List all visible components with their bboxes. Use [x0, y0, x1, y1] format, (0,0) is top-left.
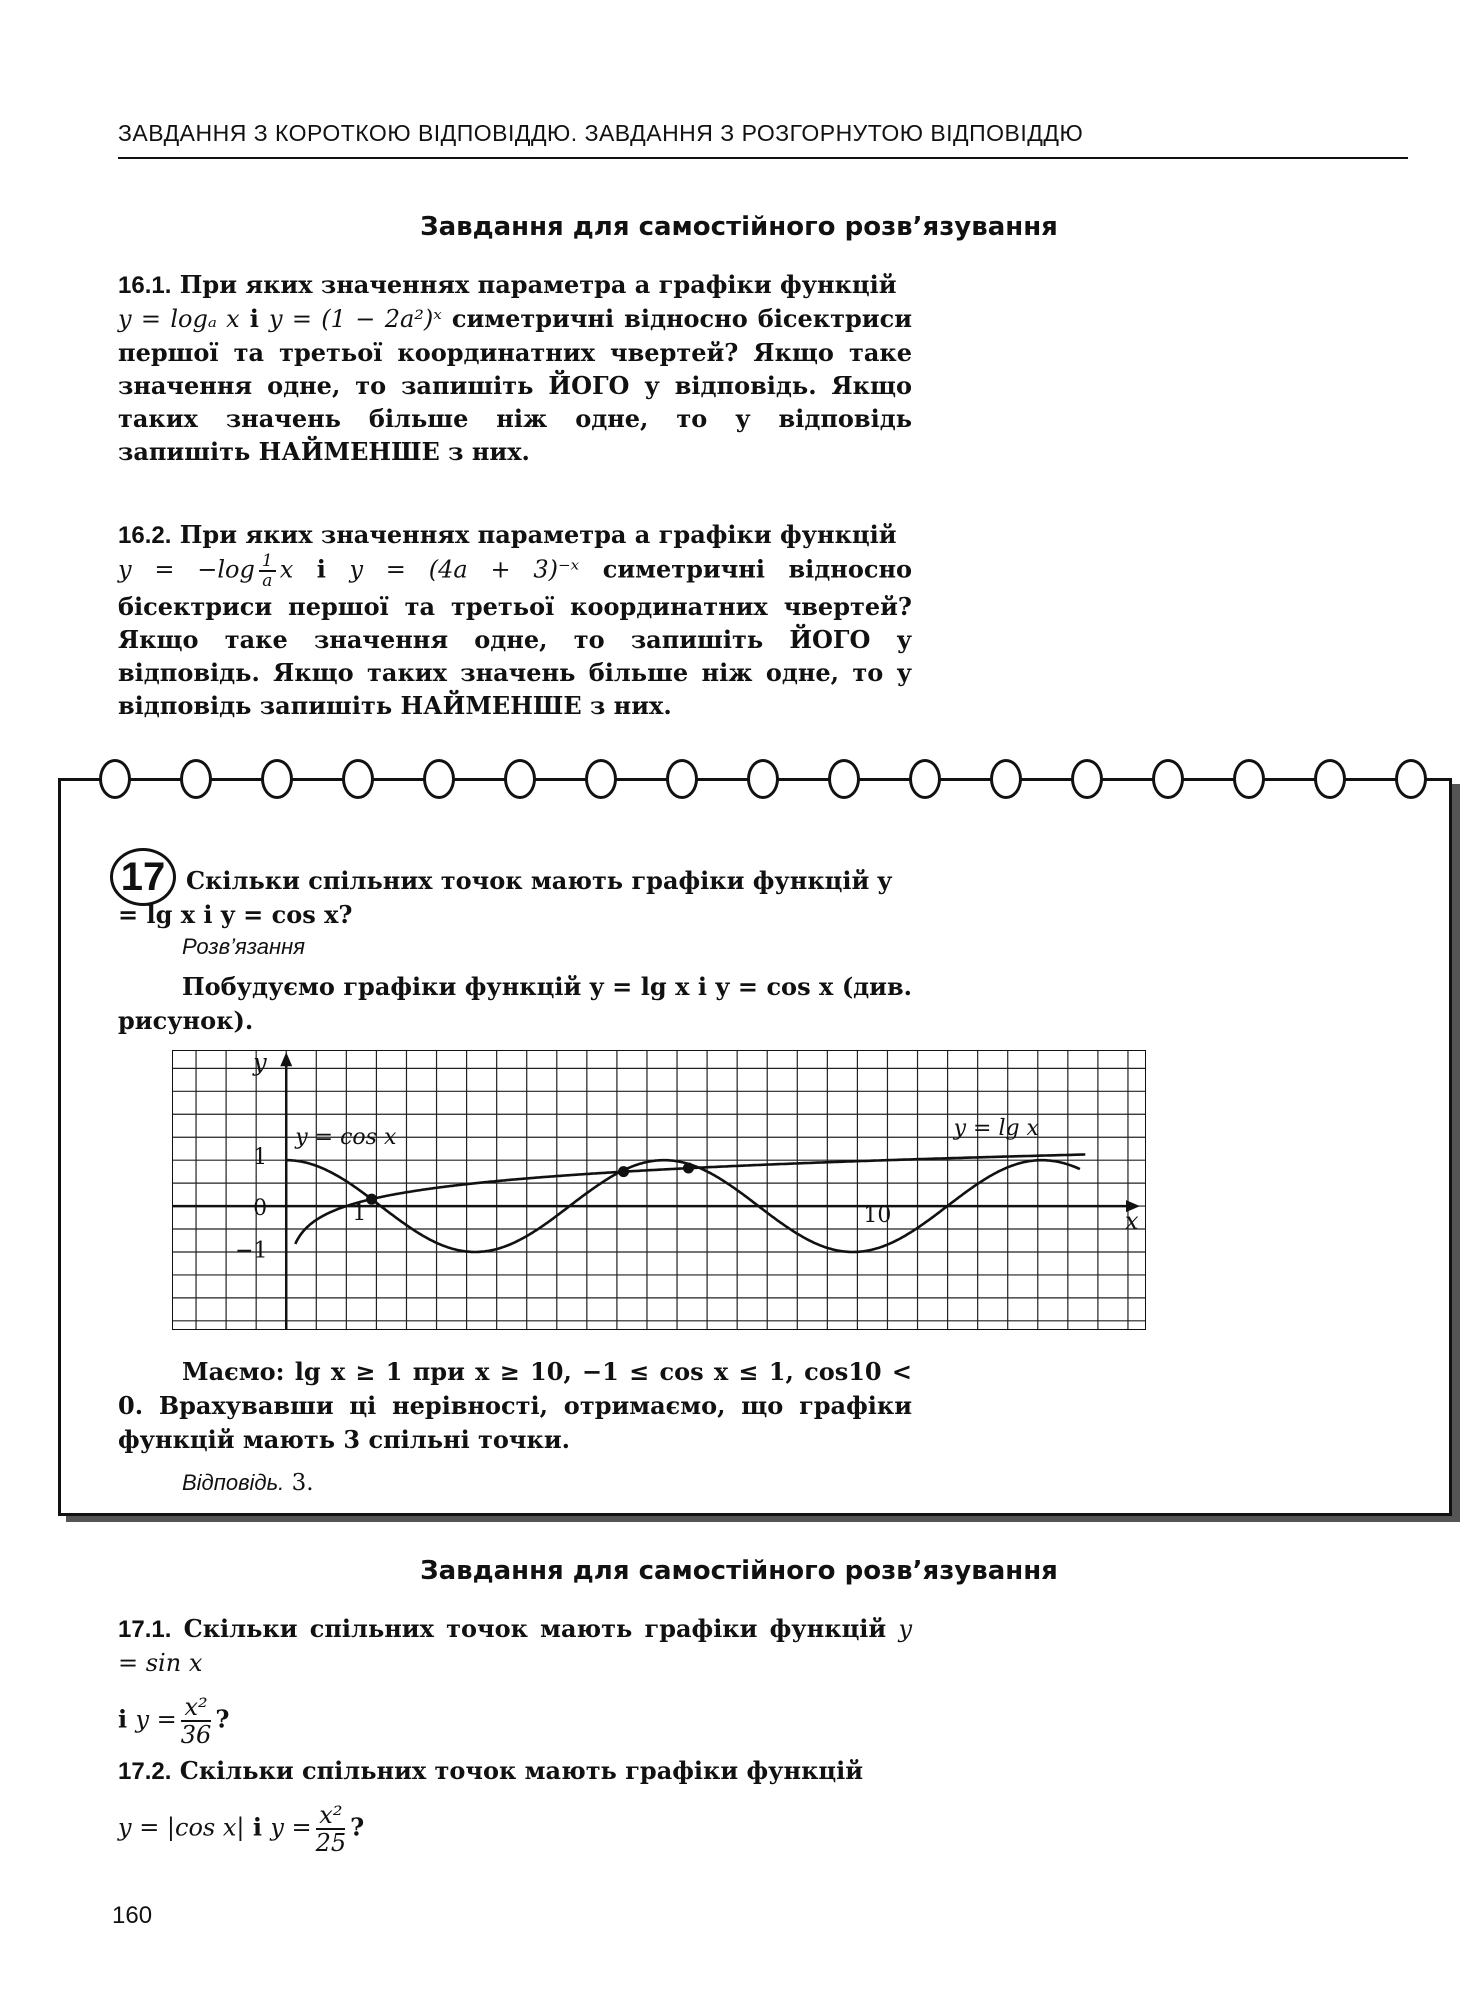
- spiral-ring: [1314, 759, 1346, 799]
- task-text: Скільки спільних точок мають графіки функцій: [183, 1614, 887, 1643]
- reasoning-text: Маємо: lg x ≥ 1 при x ≥ 10, −1 ≤ cos x ≤ 1, cos10 < 0. Врахувавши ці нерівності, отримаємо, що графіки функцій мають 3 спільні точки.: [118, 1357, 912, 1454]
- fraction-denominator: a: [262, 571, 273, 591]
- spiral-ring: [1071, 759, 1103, 799]
- conjunction: і: [316, 554, 326, 584]
- intersection-point: [618, 1166, 629, 1177]
- task-text: симетричні відносно бісектриси першої та третьої координатних чвертей? Якщо таке значення одне, то запишіть ЙОГО у відповідь. Якщо таких значень більше ніж одне, то у відповідь запишіть НАЙМЕНШЕ з них.: [118, 554, 913, 720]
- spiral-ring: [990, 759, 1022, 799]
- x-axis-label: x: [1124, 1207, 1139, 1236]
- task-text: Скільки спільних точок мають графіки функцій: [179, 1756, 864, 1785]
- tick-label-x-10: 10: [863, 1203, 892, 1229]
- y-axis-arrow: [280, 1052, 292, 1066]
- running-header: ЗАВДАННЯ З КОРОТКОЮ ВІДПОВІДДЮ. ЗАВДАННЯ З РОЗГОРНУТОЮ ВІДПОВІДДЮ: [118, 120, 1408, 159]
- task-16-2: [118, 518, 912, 722]
- formula: y =: [270, 1813, 312, 1842]
- solution-label: Розв’язання: [182, 934, 305, 959]
- fraction-denominator: 25: [315, 1829, 347, 1857]
- spiral-ring: [1152, 759, 1184, 799]
- fraction-numerator: 1: [259, 552, 276, 572]
- conjunction: і: [249, 304, 259, 333]
- grid: [172, 1050, 1146, 1330]
- spiral-ring: [585, 759, 617, 799]
- section-title: Завдання для самостійного розв’язування: [420, 1556, 1058, 1586]
- task-text: При яких значеннях параметра a графіки функцій: [179, 270, 897, 299]
- spiral-ring: [909, 759, 941, 799]
- formula: y = |cos x|: [118, 1813, 245, 1842]
- formula: y = sin x: [118, 1615, 912, 1677]
- axes: [172, 1052, 1140, 1330]
- spiral-ring: [261, 759, 293, 799]
- task-17-1: [118, 1612, 912, 1748]
- spiral-ring: [747, 759, 779, 799]
- formula: y = logₐ x: [118, 305, 240, 333]
- tick-label-y-minus-1: −1: [235, 1238, 268, 1264]
- page-number: 160: [112, 1902, 153, 1929]
- legend-cos: y = cos x: [295, 1125, 397, 1151]
- question-mark: ?: [215, 1704, 230, 1734]
- formula: y = −log: [118, 555, 255, 584]
- question-mark: ?: [350, 1812, 365, 1842]
- answer-value: 3.: [291, 1470, 314, 1496]
- tick-label-x-1: 1: [352, 1200, 367, 1226]
- intersection-point: [683, 1162, 694, 1173]
- spiral-ring: [504, 759, 536, 799]
- legend-lg: y = lg x: [953, 1115, 1039, 1141]
- fraction: [181, 1694, 212, 1748]
- answer: [182, 1470, 314, 1496]
- grid-border: [172, 1050, 1146, 1330]
- formula: y =: [135, 1705, 177, 1734]
- formula: y = (4a + 3)⁻ˣ: [349, 555, 580, 584]
- fraction: [316, 1802, 347, 1856]
- formula: x: [279, 555, 294, 584]
- task-number: 17.1.: [118, 1616, 172, 1643]
- spiral-ring: [666, 759, 698, 799]
- spiral-ring: [180, 759, 212, 799]
- task-text: При яких значеннях параметра a графіки функцій: [179, 520, 897, 549]
- section-title: Завдання для самостійного розв’язування: [420, 212, 1058, 242]
- fraction-numerator: x²: [316, 1802, 345, 1830]
- spiral-ring: [1395, 759, 1427, 799]
- task-number: 16.2.: [118, 522, 172, 549]
- answer-label: Відповідь.: [182, 1470, 285, 1495]
- spiral-ring: [1233, 759, 1265, 799]
- task-16-1: [118, 268, 912, 468]
- task-number: 17.2.: [118, 1758, 172, 1785]
- spiral-ring: [342, 759, 374, 799]
- function-graph: [172, 1050, 1146, 1330]
- spiral-ring: [99, 759, 131, 799]
- tick-label-origin: 0: [253, 1196, 268, 1222]
- task-17-2: [118, 1754, 912, 1856]
- problem-question: Скільки спільних точок мають графіки функцій y = lg x і y = cos x?: [118, 866, 892, 929]
- conjunction: і: [252, 1812, 262, 1842]
- tick-label-y-1: 1: [253, 1144, 268, 1170]
- y-axis-label: y: [253, 1050, 267, 1077]
- problem-number-badge: 17: [110, 848, 176, 906]
- fraction-denominator: 36: [180, 1721, 212, 1749]
- conjunction: і: [118, 1704, 128, 1734]
- formula: y = (1 − 2a²)ˣ: [268, 305, 442, 333]
- task-number: 16.1.: [118, 272, 172, 299]
- task-text: симетричні відносно бісектриси першої та третьої координатних чвертей? Якщо таке значення одне, то запишіть ЙОГО у відповідь. Якщо таких значень більше ніж одне, то у відповідь запишіть НАЙМЕНШЕ з них.: [118, 304, 912, 466]
- fraction: [259, 552, 276, 590]
- spiral-ring: [828, 759, 860, 799]
- fraction-numerator: x²: [181, 1694, 210, 1722]
- solution-text: Побудуємо графіки функцій y = lg x і y = cos x (див. рисунок).: [118, 972, 912, 1035]
- intersection-point: [366, 1194, 377, 1205]
- spiral-ring: [423, 759, 455, 799]
